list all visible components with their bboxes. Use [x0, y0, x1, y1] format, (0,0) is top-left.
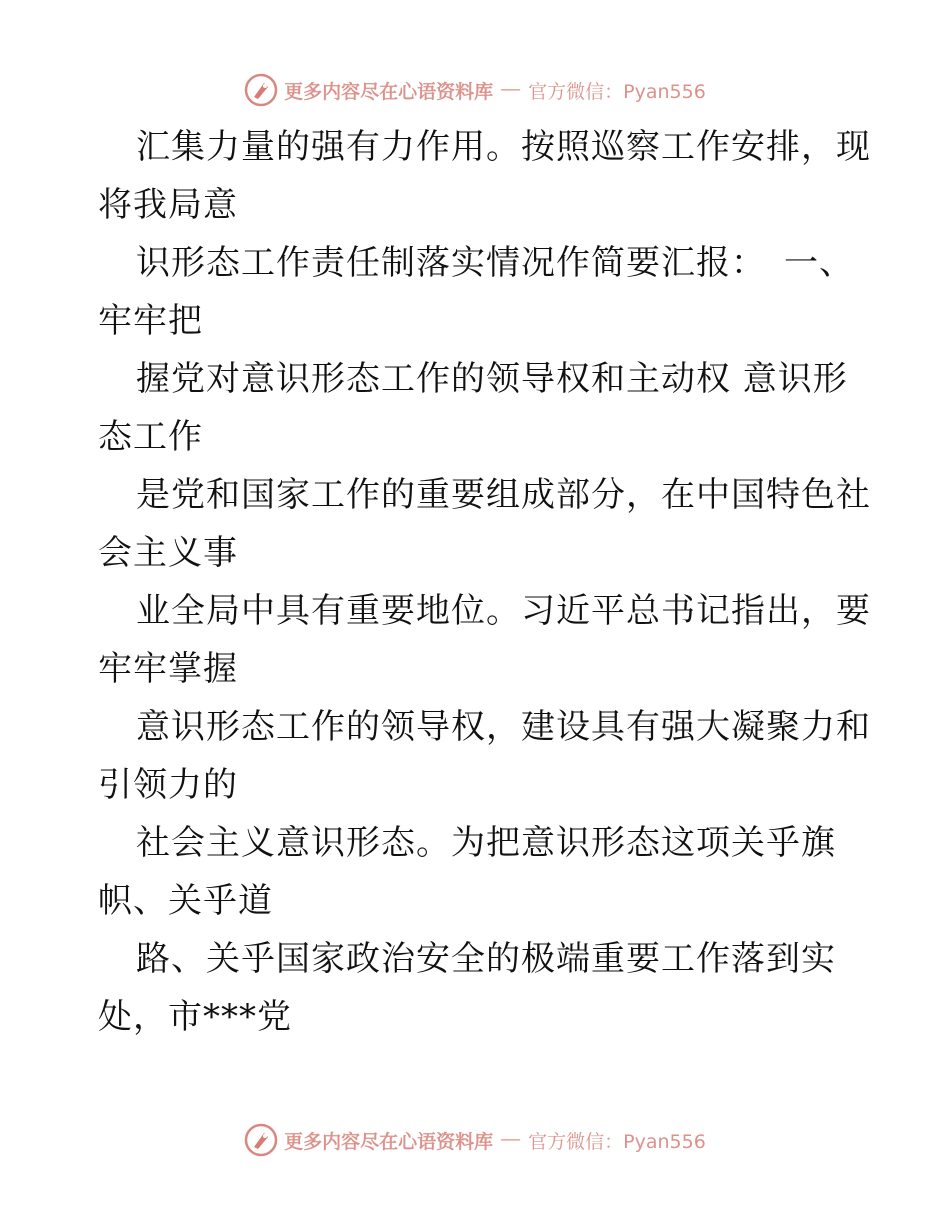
body-line-9: 业全局中具有重要地位。习近平总书记指出，要 — [136, 591, 871, 631]
watermark-dash: — — [501, 79, 521, 100]
body-line-12: 引领力的 — [98, 765, 238, 805]
pen-nib-seal-icon — [244, 73, 278, 107]
document-body — [98, 118, 871, 1046]
body-line-14: 帜、关乎道 — [98, 881, 273, 921]
body-line-2: 将我局意 — [98, 185, 238, 225]
footer-watermark — [0, 1120, 950, 1160]
body-line-8: 会主义事 — [98, 533, 238, 573]
body-line-11: 意识形态工作的领导权，建设具有强大凝聚力和 — [136, 707, 871, 747]
body-line-13: 社会主义意识形态。为把意识形态这项关乎旗 — [136, 823, 836, 863]
body-line-6: 态工作 — [98, 417, 203, 457]
watermark-sub-text: 官方微信：Pyan556 — [528, 1130, 706, 1153]
body-line-10: 牢牢掌握 — [98, 649, 238, 689]
body-line-7: 是党和国家工作的重要组成部分，在中国特色社 — [136, 475, 871, 515]
watermark-sub-text: 官方微信：Pyan556 — [528, 80, 706, 103]
header-watermark — [0, 70, 950, 110]
body-line-4: 牢牢把 — [98, 301, 203, 341]
body-line-1: 汇集力量的强有力作用。按照巡察工作安排，现 — [136, 127, 871, 167]
watermark-main-text: 更多内容尽在心语资料库 — [284, 80, 494, 103]
body-line-16: 处，市***党 — [98, 997, 292, 1037]
body-line-5: 握党对意识形态工作的领导权和主动权 意识形 — [136, 359, 848, 399]
watermark-main-text: 更多内容尽在心语资料库 — [284, 1130, 494, 1153]
body-line-15: 路、关乎国家政治安全的极端重要工作落到实 — [136, 939, 836, 979]
body-line-3: 识形态工作责任制落实情况作简要汇报： 一、 — [136, 243, 854, 283]
watermark-dash: — — [501, 1129, 521, 1150]
pen-nib-seal-icon — [244, 1123, 278, 1157]
